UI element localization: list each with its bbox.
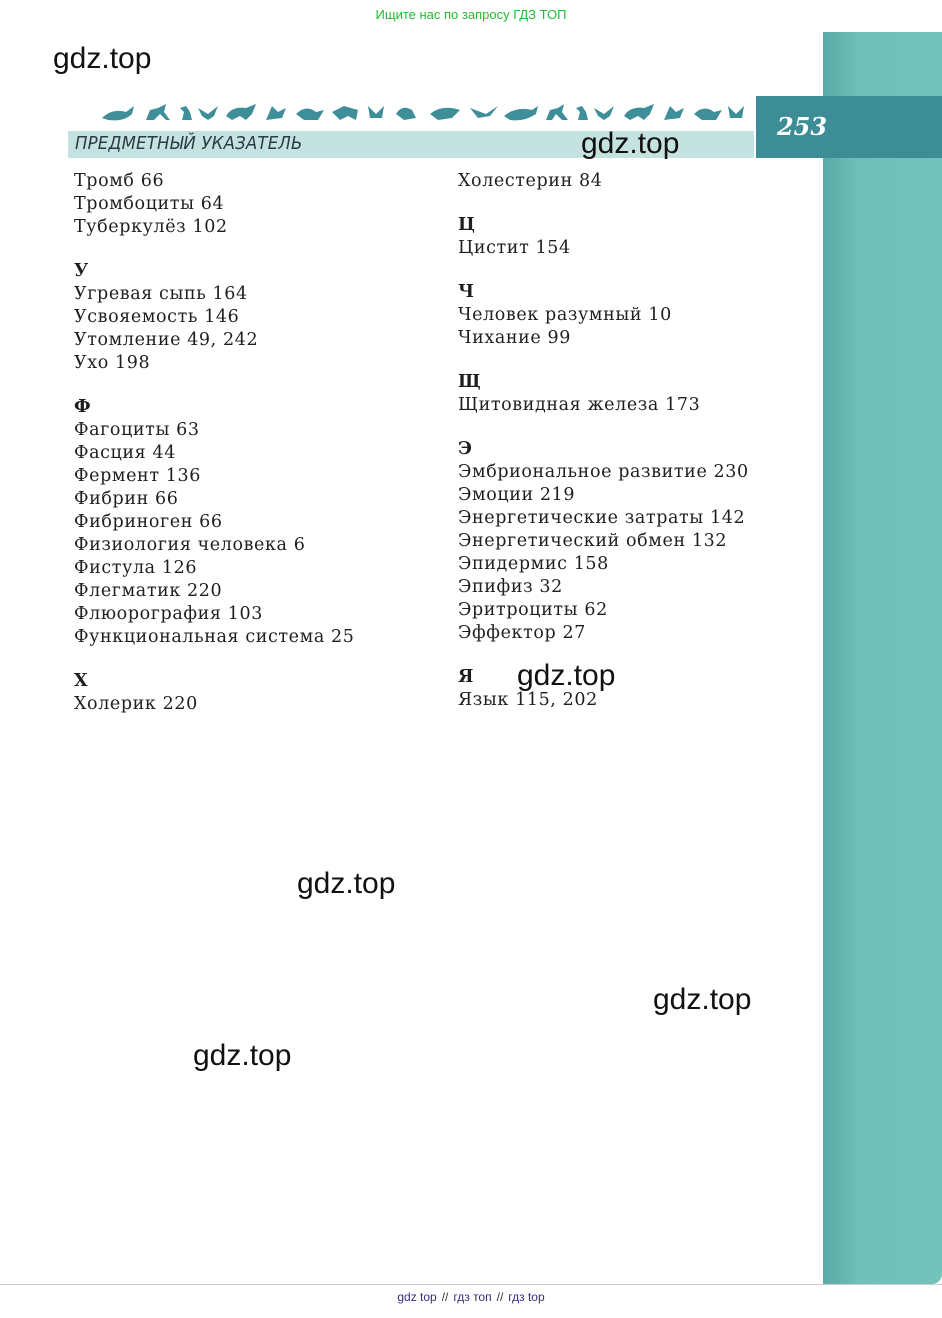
index-entry: Эмоции 219 (458, 485, 576, 505)
index-section-letter: Ф (74, 397, 92, 417)
index-entry: Усвояемость 146 (74, 307, 240, 327)
index-section-letter: Ц (458, 215, 476, 235)
footer-link[interactable]: gdz top (397, 1290, 437, 1304)
search-hint-banner: Ищите нас по запросу ГДЗ ТОП (375, 7, 567, 22)
index-entry: Цистит 154 (458, 238, 571, 258)
watermark: gdz.top (517, 659, 616, 692)
page-number: 253 (776, 112, 828, 141)
index-entry: Физиология человека 6 (74, 535, 306, 555)
index-entry: Флюорография 103 (74, 604, 263, 624)
page-edge-band (823, 32, 942, 1284)
page-title: ПРЕДМЕТНЫЙ УКАЗАТЕЛЬ (75, 133, 303, 154)
index-entry: Флегматик 220 (74, 581, 223, 601)
index-entry: Эффектор 27 (458, 623, 586, 643)
index-entry: Язык 115, 202 (458, 690, 598, 710)
index-entry: Человек разумный 10 (458, 305, 672, 325)
index-entry: Чихание 99 (458, 328, 572, 348)
index-section-letter: У (74, 261, 89, 281)
textbook-page (0, 32, 942, 1285)
watermark: gdz.top (297, 867, 396, 900)
index-entry: Фагоциты 63 (74, 420, 200, 440)
index-entry: Туберкулёз 102 (74, 217, 228, 237)
index-column-left (74, 170, 355, 716)
index-entry: Фермент 136 (74, 466, 201, 486)
watermark: gdz.top (581, 127, 680, 160)
index-entry: Тромб 66 (74, 171, 165, 191)
watermark: gdz.top (653, 983, 752, 1016)
page-number-tab (756, 96, 942, 158)
index-entry: Эмбриональное развитие 230 (458, 462, 749, 482)
index-section-letter: Щ (458, 372, 482, 392)
footer-link[interactable]: гдз top (508, 1290, 545, 1304)
watermark: gdz.top (53, 42, 152, 75)
watermark: gdz.top (193, 1039, 292, 1072)
index-entry: Щитовидная железа 173 (458, 395, 701, 415)
index-entry: Утомление 49, 242 (74, 330, 259, 350)
index-entry: Функциональная система 25 (74, 627, 355, 647)
index-section-letter: Э (458, 439, 473, 459)
index-entry: Фибрин 66 (74, 489, 179, 509)
index-entry: Эритроциты 62 (458, 600, 608, 620)
animal-silhouettes-icon (100, 100, 750, 126)
index-entry: Фистула 126 (74, 558, 198, 578)
index-entry: Фасция 44 (74, 443, 176, 463)
footer-links (0, 1290, 942, 1312)
footer-link[interactable]: гдз топ (453, 1290, 492, 1304)
index-entry: Ухо 198 (74, 353, 151, 373)
index-entry: Холестерин 84 (458, 171, 603, 191)
index-entry: Энергетический обмен 132 (458, 531, 728, 551)
index-entry: Эпифиз 32 (458, 577, 563, 597)
index-column-right (458, 170, 749, 712)
footer-separator: // (441, 1290, 449, 1304)
footer-separator: // (496, 1290, 504, 1304)
index-entry: Эпидермис 158 (458, 554, 609, 574)
index-entry: Угревая сыпь 164 (74, 284, 248, 304)
index-entry: Энергетические затраты 142 (458, 508, 746, 528)
index-section-letter: Я (458, 667, 475, 687)
index-entry: Холерик 220 (74, 694, 198, 714)
index-section-letter: Ч (458, 282, 475, 302)
index-section-letter: Х (74, 671, 89, 691)
index-entry: Фибриноген 66 (74, 512, 223, 532)
index-entry: Тромбоциты 64 (74, 194, 225, 214)
